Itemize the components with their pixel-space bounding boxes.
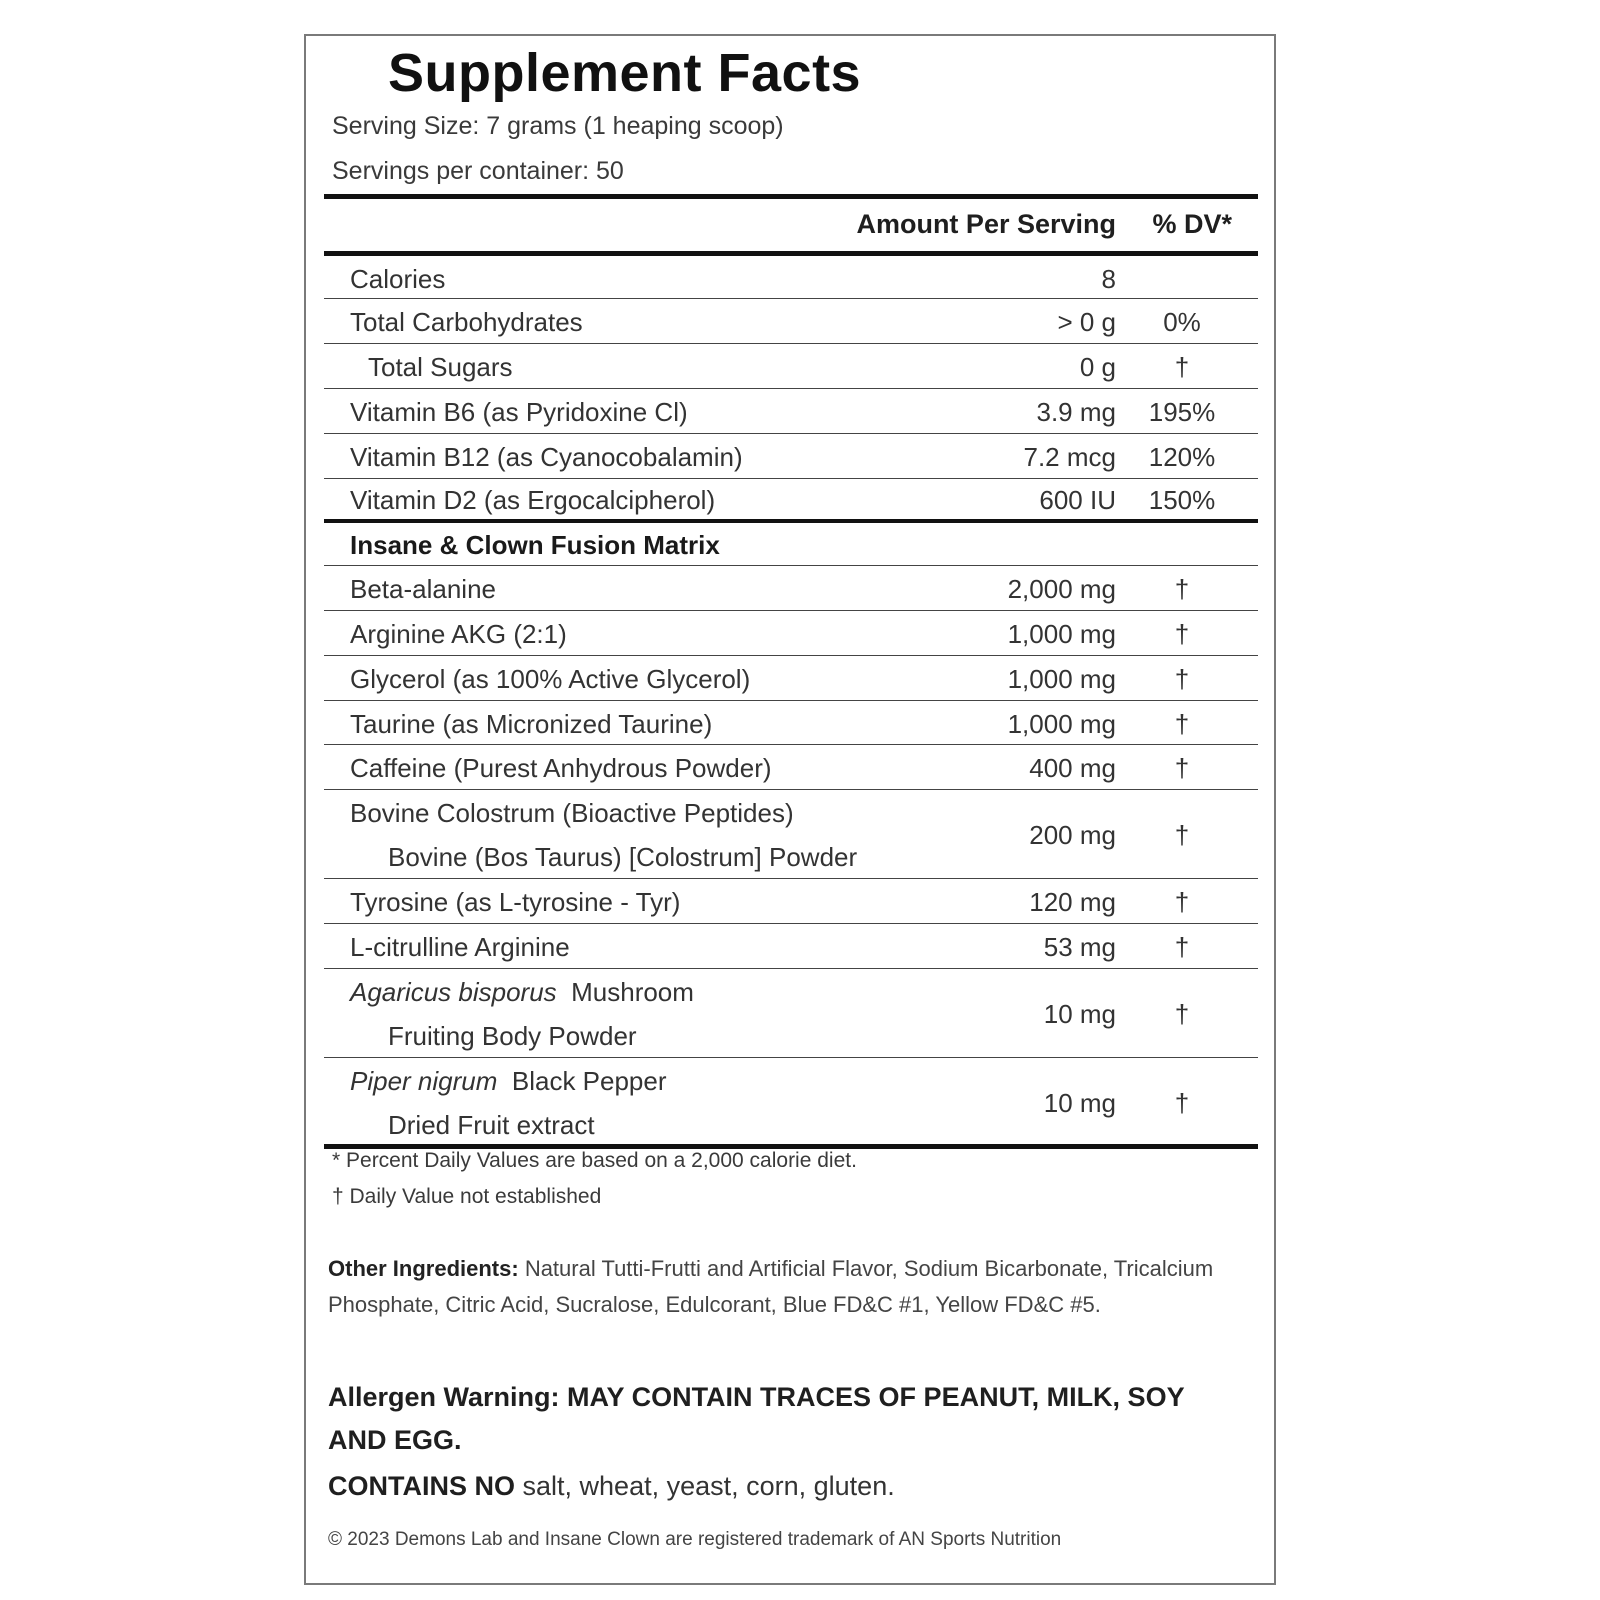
contains-no-label: CONTAINS NO [328, 1471, 515, 1501]
copyright-notice: © 2023 Demons Lab and Insane Clown are registered trademark of AN Sports Nutrition [328, 1529, 1062, 1550]
table-row [324, 611, 1258, 655]
table-row [324, 656, 1258, 700]
table-row [324, 745, 1258, 789]
nutrient-dv: 150% [1148, 485, 1216, 515]
blend-header [324, 523, 1258, 565]
table-row [324, 969, 1258, 1057]
table-row [324, 790, 1258, 878]
ingredient-dv: † [1174, 820, 1190, 850]
ingredient-name-line2: Fruiting Body Powder [388, 1021, 637, 1051]
allergen-text: MAY CONTAIN TRACES OF PEANUT, MILK, SOY AND EGG. [328, 1382, 1185, 1455]
table-row [324, 434, 1258, 478]
ingredient-name: Caffeine (Purest Anhydrous Powder) [350, 753, 772, 783]
ingredient-name: Bovine Colostrum (Bioactive Peptides) [350, 798, 794, 828]
servings-per-container: Servings per container: 50 [332, 157, 624, 185]
ingredient-amount: 1,000 mg [1007, 709, 1116, 739]
ingredient-name: Tyrosine (as L-tyrosine - Tyr) [350, 887, 681, 917]
nutrient-name: Vitamin B6 (as Pyridoxine Cl) [350, 397, 688, 427]
nutrient-dv: 0% [1163, 307, 1201, 337]
nutrient-amount: > 0 g [1057, 307, 1116, 337]
nutrient-dv: † [1174, 352, 1190, 382]
nutrient-amount: 7.2 mcg [1023, 442, 1116, 472]
ingredient-amount: 1,000 mg [1007, 619, 1116, 649]
nutrient-amount: 3.9 mg [1036, 397, 1116, 427]
nutrient-name: Vitamin B12 (as Cyanocobalamin) [350, 442, 743, 472]
ingredient-dv: † [1174, 753, 1190, 783]
ingredient-amount: 10 mg [1043, 999, 1116, 1029]
table-row [324, 344, 1258, 388]
table-row [324, 479, 1258, 519]
table-row [324, 924, 1258, 968]
table-row [324, 256, 1258, 298]
table-row [324, 879, 1258, 923]
nutrient-name: Calories [350, 264, 446, 294]
amount-per-serving-label: Amount Per Serving [856, 209, 1116, 239]
nutrient-name: Total Carbohydrates [350, 307, 583, 337]
dagger-footnote: † Daily Value not established [332, 1185, 602, 1208]
ingredient-name: Beta-alanine [350, 574, 496, 604]
nutrient-amount: 600 IU [1039, 485, 1116, 515]
blend-name: Insane & Clown Fusion Matrix [350, 530, 720, 560]
other-ingredients [328, 1251, 1248, 1323]
nutrient-amount: 8 [1101, 264, 1116, 294]
ingredient-amount: 200 mg [1029, 820, 1116, 850]
table-header [324, 199, 1258, 251]
table-row [324, 701, 1258, 744]
nutrient-dv: 120% [1148, 442, 1216, 472]
ingredient-name: Arginine AKG (2:1) [350, 619, 567, 649]
ingredient-amount: 400 mg [1029, 753, 1116, 783]
ingredient-name: Glycerol (as 100% Active Glycerol) [350, 664, 751, 694]
table-row [324, 1058, 1258, 1144]
ingredient-amount: 120 mg [1029, 887, 1116, 917]
ingredient-dv: † [1174, 664, 1190, 694]
serving-size: Serving Size: 7 grams (1 heaping scoop) [332, 112, 784, 140]
ingredient-common-name: Black Pepper [511, 1066, 667, 1096]
ingredient-dv: † [1174, 1088, 1190, 1118]
ingredient-name [350, 977, 694, 1008]
table-row [324, 299, 1258, 343]
ingredient-amount: 53 mg [1043, 932, 1116, 962]
panel-title: Supplement Facts [388, 43, 862, 103]
allergen-warning [328, 1376, 1228, 1462]
ingredient-latin-name: Piper nigrum [350, 1066, 498, 1096]
supplement-facts-panel [304, 34, 1276, 1585]
ingredient-amount: 1,000 mg [1007, 664, 1116, 694]
ingredient-name [350, 1066, 667, 1097]
ingredient-dv: † [1174, 574, 1190, 604]
ingredient-amount: 10 mg [1043, 1088, 1116, 1118]
other-ingredients-label: Other Ingredients: [328, 1256, 519, 1281]
ingredient-dv: † [1174, 932, 1190, 962]
nutrient-amount: 0 g [1079, 352, 1116, 382]
ingredient-name: L-citrulline Arginine [350, 932, 570, 962]
nutrient-dv: 195% [1148, 397, 1216, 427]
table-row [324, 389, 1258, 433]
daily-value-label: % DV* [1152, 209, 1232, 239]
ingredient-name-line2: Dried Fruit extract [388, 1110, 595, 1140]
allergen-label: Allergen Warning: [328, 1382, 560, 1412]
ingredient-dv: † [1174, 887, 1190, 917]
ingredient-dv: † [1174, 709, 1190, 739]
contains-no-text: salt, wheat, yeast, corn, gluten. [522, 1471, 895, 1501]
ingredient-amount: 2,000 mg [1007, 574, 1116, 604]
ingredient-name: Taurine (as Micronized Taurine) [350, 709, 713, 739]
ingredient-latin-name: Agaricus bisporus [350, 977, 557, 1007]
ingredient-name-line2: Bovine (Bos Taurus) [Colostrum] Powder [388, 842, 858, 872]
table-row [324, 566, 1258, 610]
ingredient-common-name: Mushroom [571, 977, 694, 1007]
daily-value-footnote: * Percent Daily Values are based on a 2,000 calorie diet. [332, 1149, 857, 1172]
other-ingredients-text: Natural Tutti-Frutti and Artificial Flavor, Sodium Bicarbonate, Tricalcium Phosphate, Citric Acid, Sucralose, Edulcorant, Blue FD&C #1, Yellow FD&C #5. [328, 1256, 1214, 1317]
ingredient-dv: † [1174, 619, 1190, 649]
nutrient-name: Total Sugars [368, 352, 513, 382]
contains-no [328, 1471, 895, 1502]
facts-table [324, 194, 1258, 1149]
nutrient-name: Vitamin D2 (as Ergocalcipherol) [350, 485, 716, 515]
ingredient-dv: † [1174, 999, 1190, 1029]
